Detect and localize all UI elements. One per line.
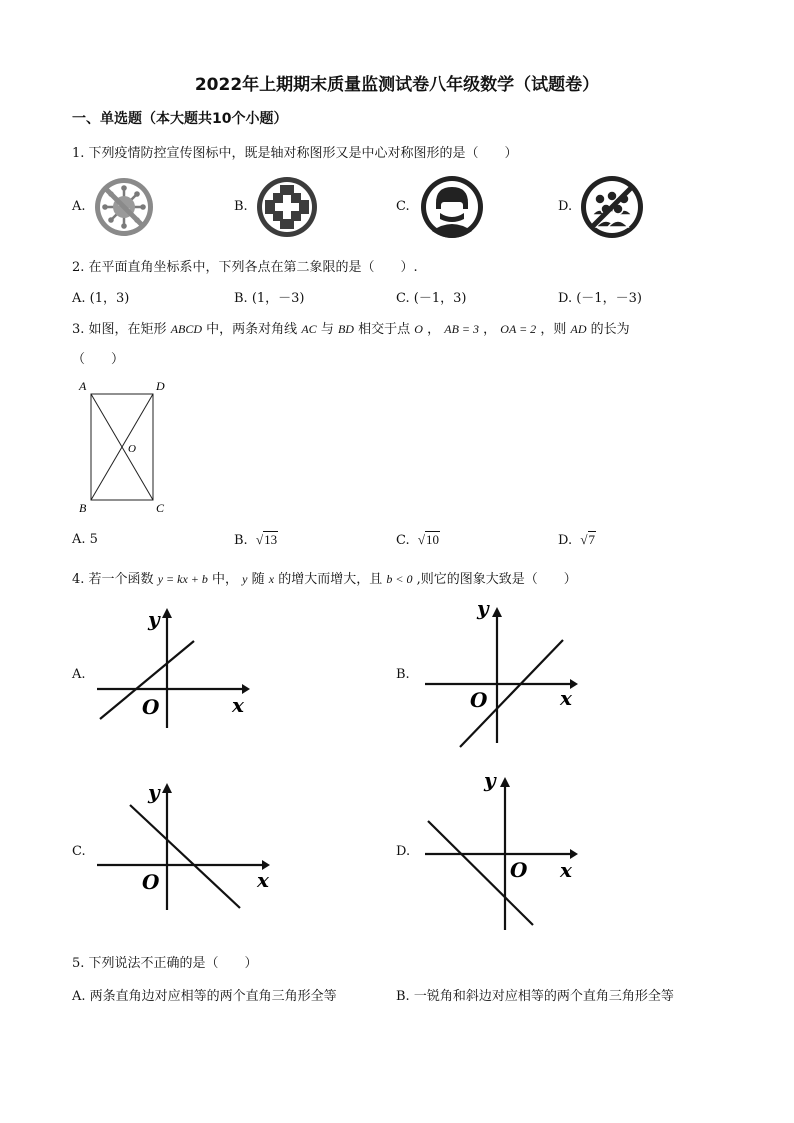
q1-option-c-label: C. bbox=[396, 199, 410, 214]
q3-answer-blank: （ ） bbox=[72, 352, 125, 367]
q4-option-c-label: C. bbox=[72, 844, 86, 859]
graph-d bbox=[420, 765, 590, 939]
q2-stem: 2. 在平面直角坐标系中，下列各点在第二象限的是（ ）. bbox=[72, 260, 418, 275]
graph-b bbox=[420, 595, 590, 759]
q1-stem: 1. 下列疫情防控宣传图标中，既是轴对称图形又是中心对称图形的是（ ） bbox=[72, 146, 518, 161]
graph-a bbox=[92, 600, 262, 734]
section-heading: 一、单选题（本大题共10个小题） bbox=[72, 111, 288, 127]
svg-text:y: y bbox=[477, 596, 489, 620]
medical-cross-icon bbox=[256, 176, 318, 238]
svg-text:y: y bbox=[148, 607, 160, 631]
rectangle-figure bbox=[76, 376, 176, 522]
page-title: 2022年上期期末质量监测试卷八年级数学（试题卷） bbox=[194, 75, 600, 95]
vertex-d-label: D bbox=[156, 379, 165, 393]
q1-option-b-label: B. bbox=[234, 199, 248, 214]
svg-text:x: x bbox=[560, 858, 572, 882]
no-gathering-icon bbox=[580, 175, 644, 239]
svg-text:O: O bbox=[142, 695, 160, 719]
svg-text:y: y bbox=[484, 768, 496, 792]
graph-c bbox=[92, 775, 282, 919]
q4-stem: 4. 若一个函数 y = kx + b 中， y 随 x 的增大而增大，且 b < 0 ,则它的图象大致是（ ） bbox=[72, 572, 577, 587]
q2-option-d: D. (－1，－3) bbox=[558, 291, 642, 306]
q2-option-a: A. (1，3) bbox=[72, 291, 130, 306]
q3-option-c: C. √10 bbox=[396, 532, 440, 548]
q4-option-d-label: D. bbox=[396, 844, 411, 859]
q3-option-d: D. √7 bbox=[558, 532, 595, 548]
vertex-a-label: A bbox=[79, 379, 87, 393]
vertex-b-label: B bbox=[79, 501, 87, 515]
svg-text:x: x bbox=[232, 693, 244, 717]
virus-prohibited-icon bbox=[93, 176, 155, 238]
svg-text:y: y bbox=[148, 780, 160, 804]
q2-option-b: B. (1，－3) bbox=[234, 291, 305, 306]
q4-option-a-label: A. bbox=[72, 667, 86, 682]
q5-option-a: A. 两条直角边对应相等的两个直角三角形全等 bbox=[72, 989, 337, 1004]
vertex-c-label: C bbox=[156, 501, 165, 515]
q1-option-d-label: D. bbox=[558, 199, 573, 214]
q4-option-b-label: B. bbox=[396, 667, 410, 682]
svg-text:O: O bbox=[142, 870, 160, 894]
q2-option-c: C. (－1，3) bbox=[396, 291, 467, 306]
svg-text:O: O bbox=[510, 858, 528, 882]
point-o-label: O bbox=[128, 443, 136, 455]
q5-stem: 5. 下列说法不正确的是（ ） bbox=[72, 956, 258, 971]
q3-option-b: B. √13 bbox=[234, 532, 278, 548]
svg-text:O: O bbox=[470, 688, 488, 712]
q3-stem: 3. 如图，在矩形 ABCD 中，两条对角线 AC 与 BD 相交于点 O ， AB = 3 ， OA = 2 ，则 AD 的长为 bbox=[72, 322, 630, 337]
q1-option-a-label: A. bbox=[72, 199, 86, 214]
q5-option-b: B. 一锐角和斜边对应相等的两个直角三角形全等 bbox=[396, 989, 674, 1004]
q3-option-a: A. 5 bbox=[72, 532, 98, 547]
svg-text:x: x bbox=[560, 686, 572, 710]
masked-person-icon bbox=[420, 175, 484, 239]
svg-text:x: x bbox=[257, 868, 269, 892]
